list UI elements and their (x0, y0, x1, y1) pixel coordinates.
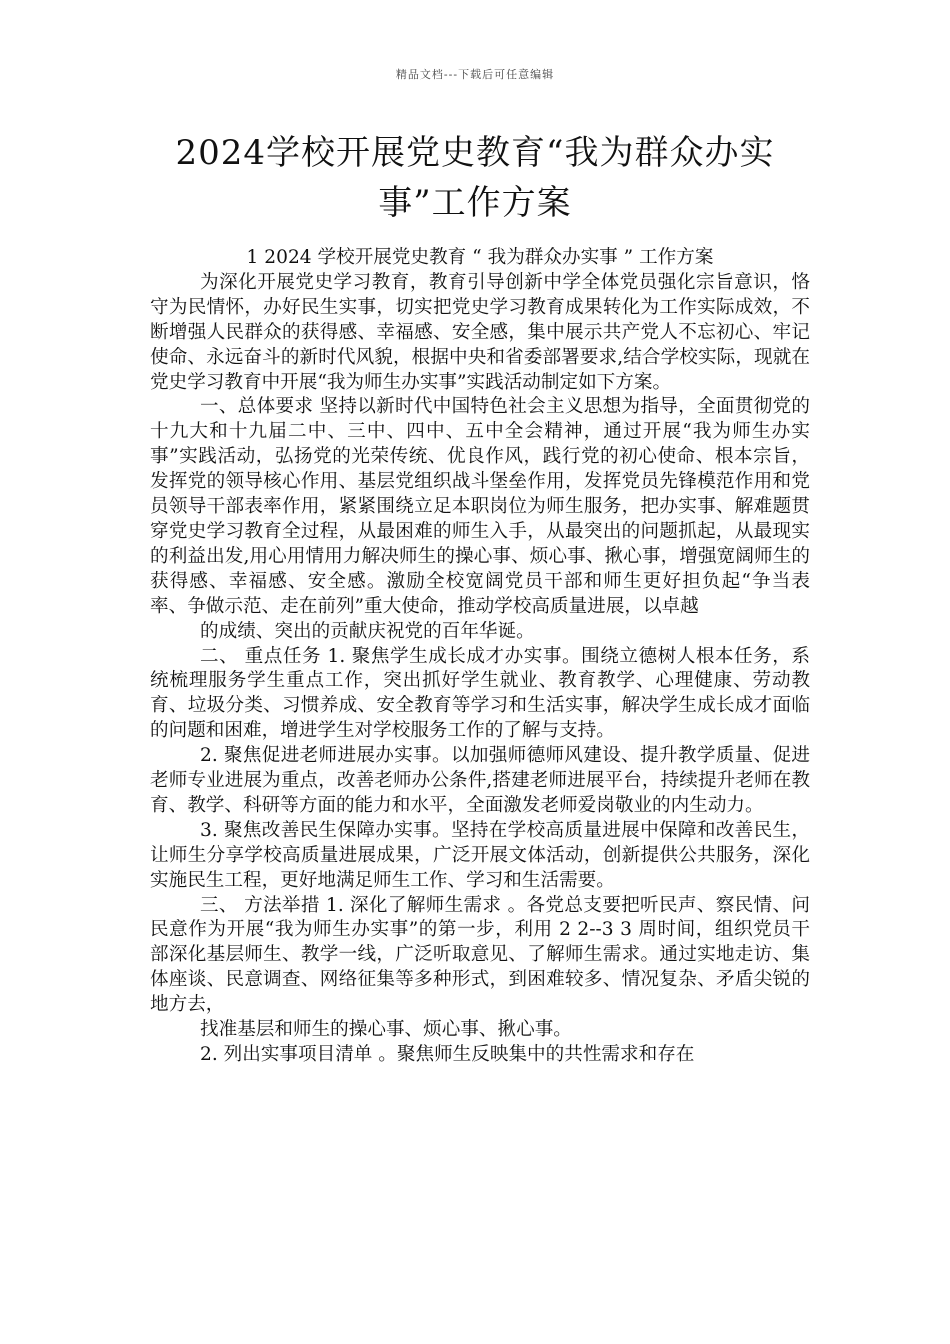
title-line-2: 事”工作方案 (378, 183, 572, 223)
paragraph-continuation: 的成绩、突出的贡献庆祝党的百年华诞。 (200, 620, 535, 642)
document-body (150, 246, 810, 1068)
subtitle-paragraph: 1 2024 学校开展党史教育 “ 我为群众办实事 ” 工作方案 (246, 247, 714, 268)
section-methods: 三、 方法举措 1. 深化了解师生需求 。各党总支要把听民声、察民情、问民意作为开展“我为师生办实事”的第一步，利用 2 2--3 3 周时间，组织党员干部深化基层师生、教学一线，广泛听取意见、了解师生需求。通过实地走访、集体座谈、民意调查、网络征集等多种形式，到困难较多、情况复杂、矛盾尖锐的地方去， (150, 894, 810, 1016)
paragraph-continuation-2: 找准基层和师生的操心事、烦心事、揪心事。 (200, 1019, 572, 1041)
title-line-1: 2024学校开展党史教育“我为群众办实 (175, 133, 775, 173)
section-key-tasks: 二、 重点任务 1. 聚焦学生成长成才办实事。围绕立德树人根本任务，系统梳理服务学生重点工作，突出抓好学生就业、教育教学、心理健康、劳动教育、垃圾分类、习惯养成、安全教育等学习和生活实事，解决学生成长成才面临的问题和困难，增进学生对学校服务工作的了解与支持。 (150, 645, 810, 742)
method-item-2: 2. 列出实事项目清单 。聚焦师生反映集中的共性需求和存在 (200, 1044, 695, 1065)
task-item-2: 2. 聚焦促进老师进展办实事。以加强师德师风建设、提升教学质量、促进老师专业进展为重点，改善老师办公条件,搭建老师进展平台，持续提升老师在教育、教学、科研等方面的能力和水平，全面激发老师爱岗敬业的内生动力。 (150, 745, 810, 816)
section-general-requirements: 一、总体要求 坚持以新时代中国特色社会主义思想为指导，全面贯彻党的十九大和十九届二中、三中、四中、五中全会精神，通过开展“我为师生办实事”实践活动，弘扬党的光荣传统、优良作风，践行党的初心使命、根本宗旨，发挥党的领导核心作用、基层党组织战斗堡垒作用，发挥党员先锋模范作用和党员领导干部表率作用，紧紧围绕立足本职岗位为师生服务，把办实事、解难题贯穿党史学习教育全过程，从最困难的师生入手，从最突出的问题抓起，从最现实的利益出发,用心用情用力解决师生的操心事、烦心事、揪心事，增强宽阔师生的获得感、幸福感、安全感。激励全校宽阔党员干部和师生更好担负起“争当表率、争做示范、走在前列”重大使命，推动学校高质量进展，以卓越 (150, 396, 810, 617)
task-item-3: 3. 聚焦改善民生保障办实事。坚持在学校高质量进展中保障和改善民生，让师生分享学校高质量进展成果，广泛开展文体活动，创新提供公共服务，深化实施民生工程，更好地满足师生工作、学习和生活需要。 (150, 819, 810, 891)
document-title (120, 128, 830, 228)
header-note: 精品文档---下载后可任意编辑 (395, 68, 555, 81)
intro-paragraph: 为深化开展党史学习教育，教育引导创新中学全体党员强化宗旨意识，恪守为民情怀，办好民生实事，切实把党史学习教育成果转化为工作实际成效，不断增强人民群众的获得感、幸福感、安全感，集中展示共产党人不忘初心、牢记使命、永远奋斗的新时代风貌，根据中央和省委部署要求,结合学校实际，现就在党史学习教育中开展“我为师生办实事”实践活动制定如下方案。 (150, 271, 810, 393)
